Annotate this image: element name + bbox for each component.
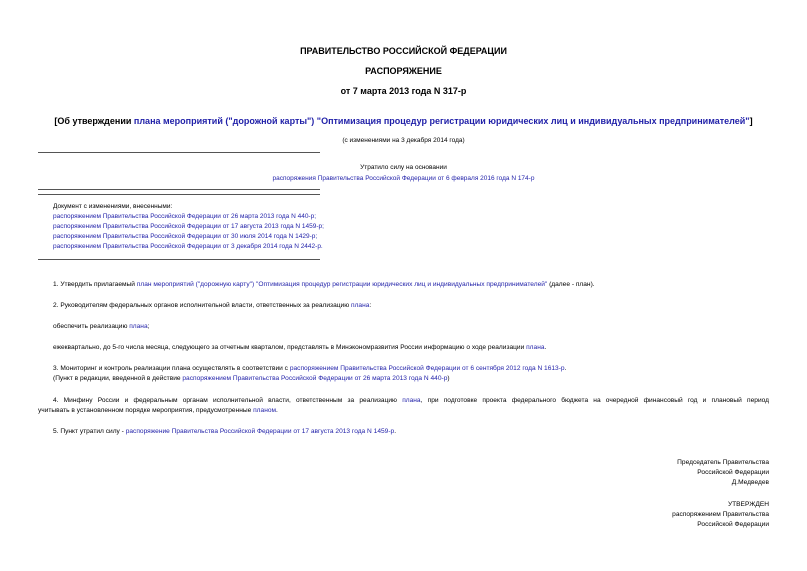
paragraph-text: (Пункт в редакции, введенной в действие: [53, 375, 183, 382]
signature-title: Председатель Правительства: [677, 459, 769, 466]
resolution-link[interactable]: распоряжением Правительства Российской Федерации от 6 сентября 2012 года N 1613-р: [289, 365, 565, 372]
paragraph-text: .: [564, 365, 567, 372]
paragraph-text: .: [394, 428, 397, 435]
paragraph-text: .: [544, 344, 547, 351]
paragraph-1: [53, 281, 595, 288]
paragraph-text: 3. Мониторинг и контроль реализации плана осуществлять в соответствии с: [53, 365, 290, 372]
paragraph-text: ;: [147, 323, 150, 330]
plan-link[interactable]: плана: [526, 344, 545, 351]
paragraph-text: 2. Руководителям федеральных органов исполнительной власти, ответственных за реализацию: [53, 302, 351, 309]
title-plan-link[interactable]: плана мероприятий ("дорожной карты") "Оптимизация процедур регистрации юридических лиц и индивидуальных предпринимателей": [133, 116, 750, 126]
signature-title: Российской Федерации: [697, 469, 769, 476]
paragraph-3: [53, 323, 149, 330]
approved-by: распоряжением Правительства: [672, 511, 769, 518]
plan-link[interactable]: плана: [129, 323, 148, 330]
paragraph-5: [53, 365, 566, 372]
paragraph-text: , при подготовке проекта федерального бюджета на очередной финансовый год и плановый период: [420, 397, 769, 404]
plan-link[interactable]: планом: [253, 407, 277, 414]
paragraph-text: :: [369, 302, 372, 309]
amendment-link[interactable]: распоряжением Правительства Российской Федерации от 26 марта 2013 года N 440-р;: [53, 213, 317, 220]
paragraph-text: обеспечить реализацию: [53, 323, 130, 330]
document-date-number: от 7 марта 2013 года N 317-р: [340, 86, 467, 96]
paragraph-6-line-2: [38, 407, 278, 414]
government-heading: ПРАВИТЕЛЬСТВО РОССИЙСКОЙ ФЕДЕРАЦИИ: [300, 46, 507, 56]
paragraph-text: ): [447, 375, 450, 382]
amendments-heading: Документ с изменениями, внесенными:: [53, 203, 173, 210]
plan-link[interactable]: плана: [402, 397, 421, 404]
lost-force-text: Утратило силу на основании: [360, 164, 447, 171]
paragraph-2: [53, 302, 371, 309]
paragraph-7: [53, 428, 396, 435]
amendment-link[interactable]: распоряжением Правительства Российской Федерации от 3 декабря 2014 года N 2442-р.: [53, 243, 323, 250]
resolution-link[interactable]: распоряжение Правительства Российской Федерации от 17 августа 2013 года N 1459-р: [125, 428, 395, 435]
changes-note: (с изменениями на 3 декабря 2014 года): [342, 137, 465, 144]
approved-by: Российской Федерации: [697, 521, 769, 528]
approved-label: УТВЕРЖДЕН: [727, 501, 769, 508]
paragraph-5-edit-note: [53, 375, 450, 382]
signature-name: Д.Медведев: [731, 479, 769, 486]
document-title: [0, 116, 807, 126]
divider: [38, 152, 320, 153]
plan-link[interactable]: план мероприятий ("дорожную карту") "Оптимизация процедур регистрации юридических лиц и индивидуальных предпринимателей": [136, 281, 548, 288]
paragraph-6: [53, 397, 769, 404]
paragraph-4: [53, 344, 546, 351]
paragraph-text: учитывать в установленном порядке мероприятия, предусмотренные: [38, 407, 254, 414]
paragraph-text: 5. Пункт утратил силу -: [53, 428, 126, 435]
title-suffix: ]: [749, 116, 753, 126]
paragraph-text: ежеквартально, до 5-го числа месяца, следующего за отчетным кварталом, представлять в Минэкономразвития России информацию о ходе реализации: [53, 344, 527, 351]
paragraph-text: .: [276, 407, 278, 414]
paragraph-text: 4. Минфину России и федеральным органам исполнительной власти, ответственным за реализацию: [53, 397, 403, 404]
divider: [38, 189, 320, 190]
divider: [38, 259, 320, 260]
amendment-link[interactable]: распоряжением Правительства Российской Федерации от 17 августа 2013 года N 1459-р;: [53, 223, 324, 230]
plan-link[interactable]: плана: [351, 302, 370, 309]
amendment-link[interactable]: распоряжением Правительства Российской Федерации от 30 июля 2014 года N 1429-р;: [53, 233, 318, 240]
lost-force-link[interactable]: распоряжения Правительства Российской Федерации от 6 февраля 2016 года N 174-р: [272, 175, 535, 182]
document-type: РАСПОРЯЖЕНИЕ: [365, 66, 442, 76]
resolution-link[interactable]: распоряжением Правительства Российской Федерации от 26 марта 2013 года N 440-р: [182, 375, 448, 382]
title-prefix: [Об утверждении: [54, 116, 134, 126]
divider: [38, 194, 320, 195]
paragraph-text: (далее - план).: [547, 281, 595, 288]
paragraph-text: 1. Утвердить прилагаемый: [53, 281, 137, 288]
